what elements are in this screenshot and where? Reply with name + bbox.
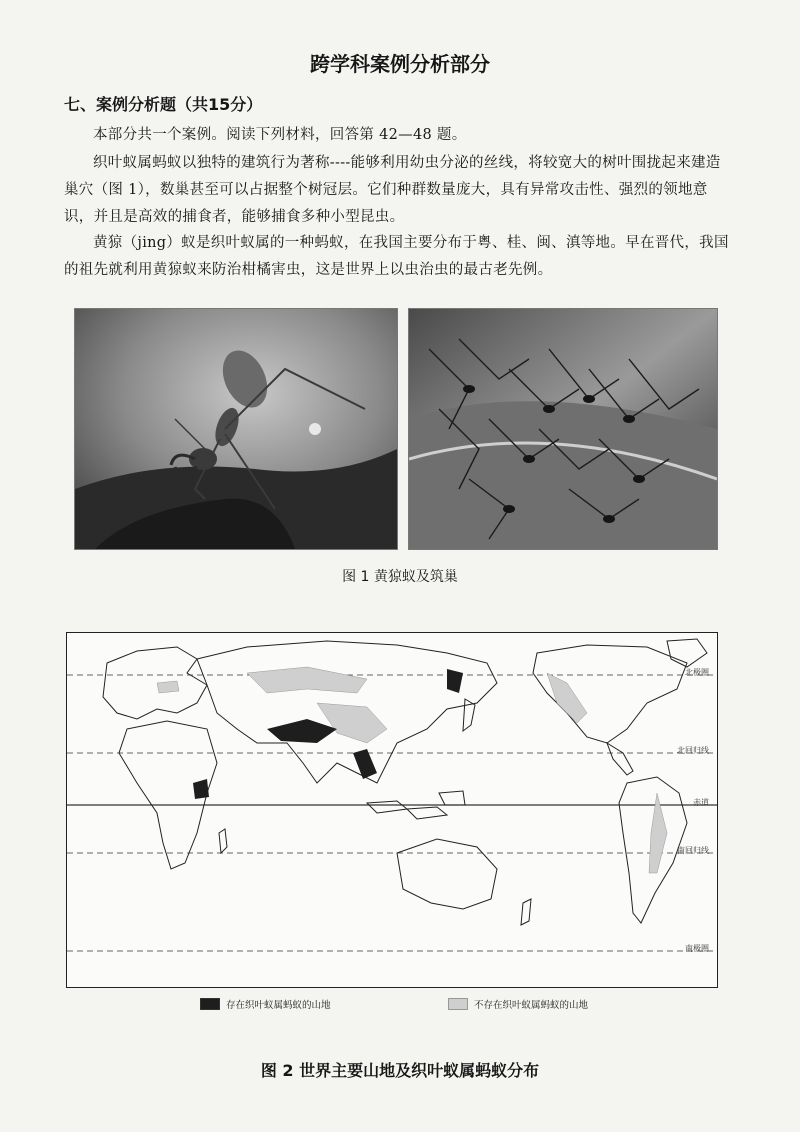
tropic-of-capricorn-label: 南回归线 [677, 846, 709, 855]
legend-swatch-absent [448, 998, 468, 1010]
antarctic-circle-label: 南极圈 [685, 944, 709, 953]
section-heading: 七、案例分析题（共15分） [64, 95, 263, 114]
equator-label: 赤道 [693, 798, 709, 807]
map-drawing [67, 633, 717, 987]
legend-absent [448, 996, 588, 1012]
legend-swatch-present [200, 998, 220, 1010]
figure1-caption: 图 1 黄猄蚁及筑巢 [342, 569, 458, 585]
arctic-circle-label: 北极圈 [685, 668, 709, 677]
huangjing-ant-paragraph: 黄猄（jing）蚁是织叶蚁属的一种蚂蚁，在我国主要分布于粤、桂、闽、滇等地。早在晋代，我国的祖先就利用黄猄蚁来防治柑橘害虫，这是世界上以虫治虫的最古老先例。 [64, 235, 729, 278]
tropic-of-cancer-label: 北回归线 [677, 746, 709, 755]
world-map [66, 632, 718, 988]
page-title: 跨学科案例分析部分 [310, 52, 490, 76]
nest-building-photo [408, 308, 718, 550]
weaver-ant-paragraph: 织叶蚁属蚂蚁以独特的建筑行为著称----能够利用幼虫分泌的丝线，将较宽大的树叶围拢起来建造巢穴（图 1），数巢甚至可以占据整个树冠层。它们种群数量庞大，具有异常攻击性、强烈的领地意识，并且是高效的捕食者，能够捕食多种小型昆虫。 [64, 155, 721, 225]
legend-present-label: 存在织叶蚁属蚂蚁的山地 [226, 1000, 331, 1011]
ant-photo [74, 308, 398, 550]
legend-absent-label: 不存在织叶蚁属蚂蚁的山地 [474, 1000, 589, 1011]
legend-present [200, 996, 331, 1012]
intro-paragraph: 本部分共一个案例。阅读下列材料，回答第 42—48 题。 [93, 127, 467, 143]
figure2-caption: 图 2 世界主要山地及织叶蚁属蚂蚁分布 [260, 1061, 540, 1080]
